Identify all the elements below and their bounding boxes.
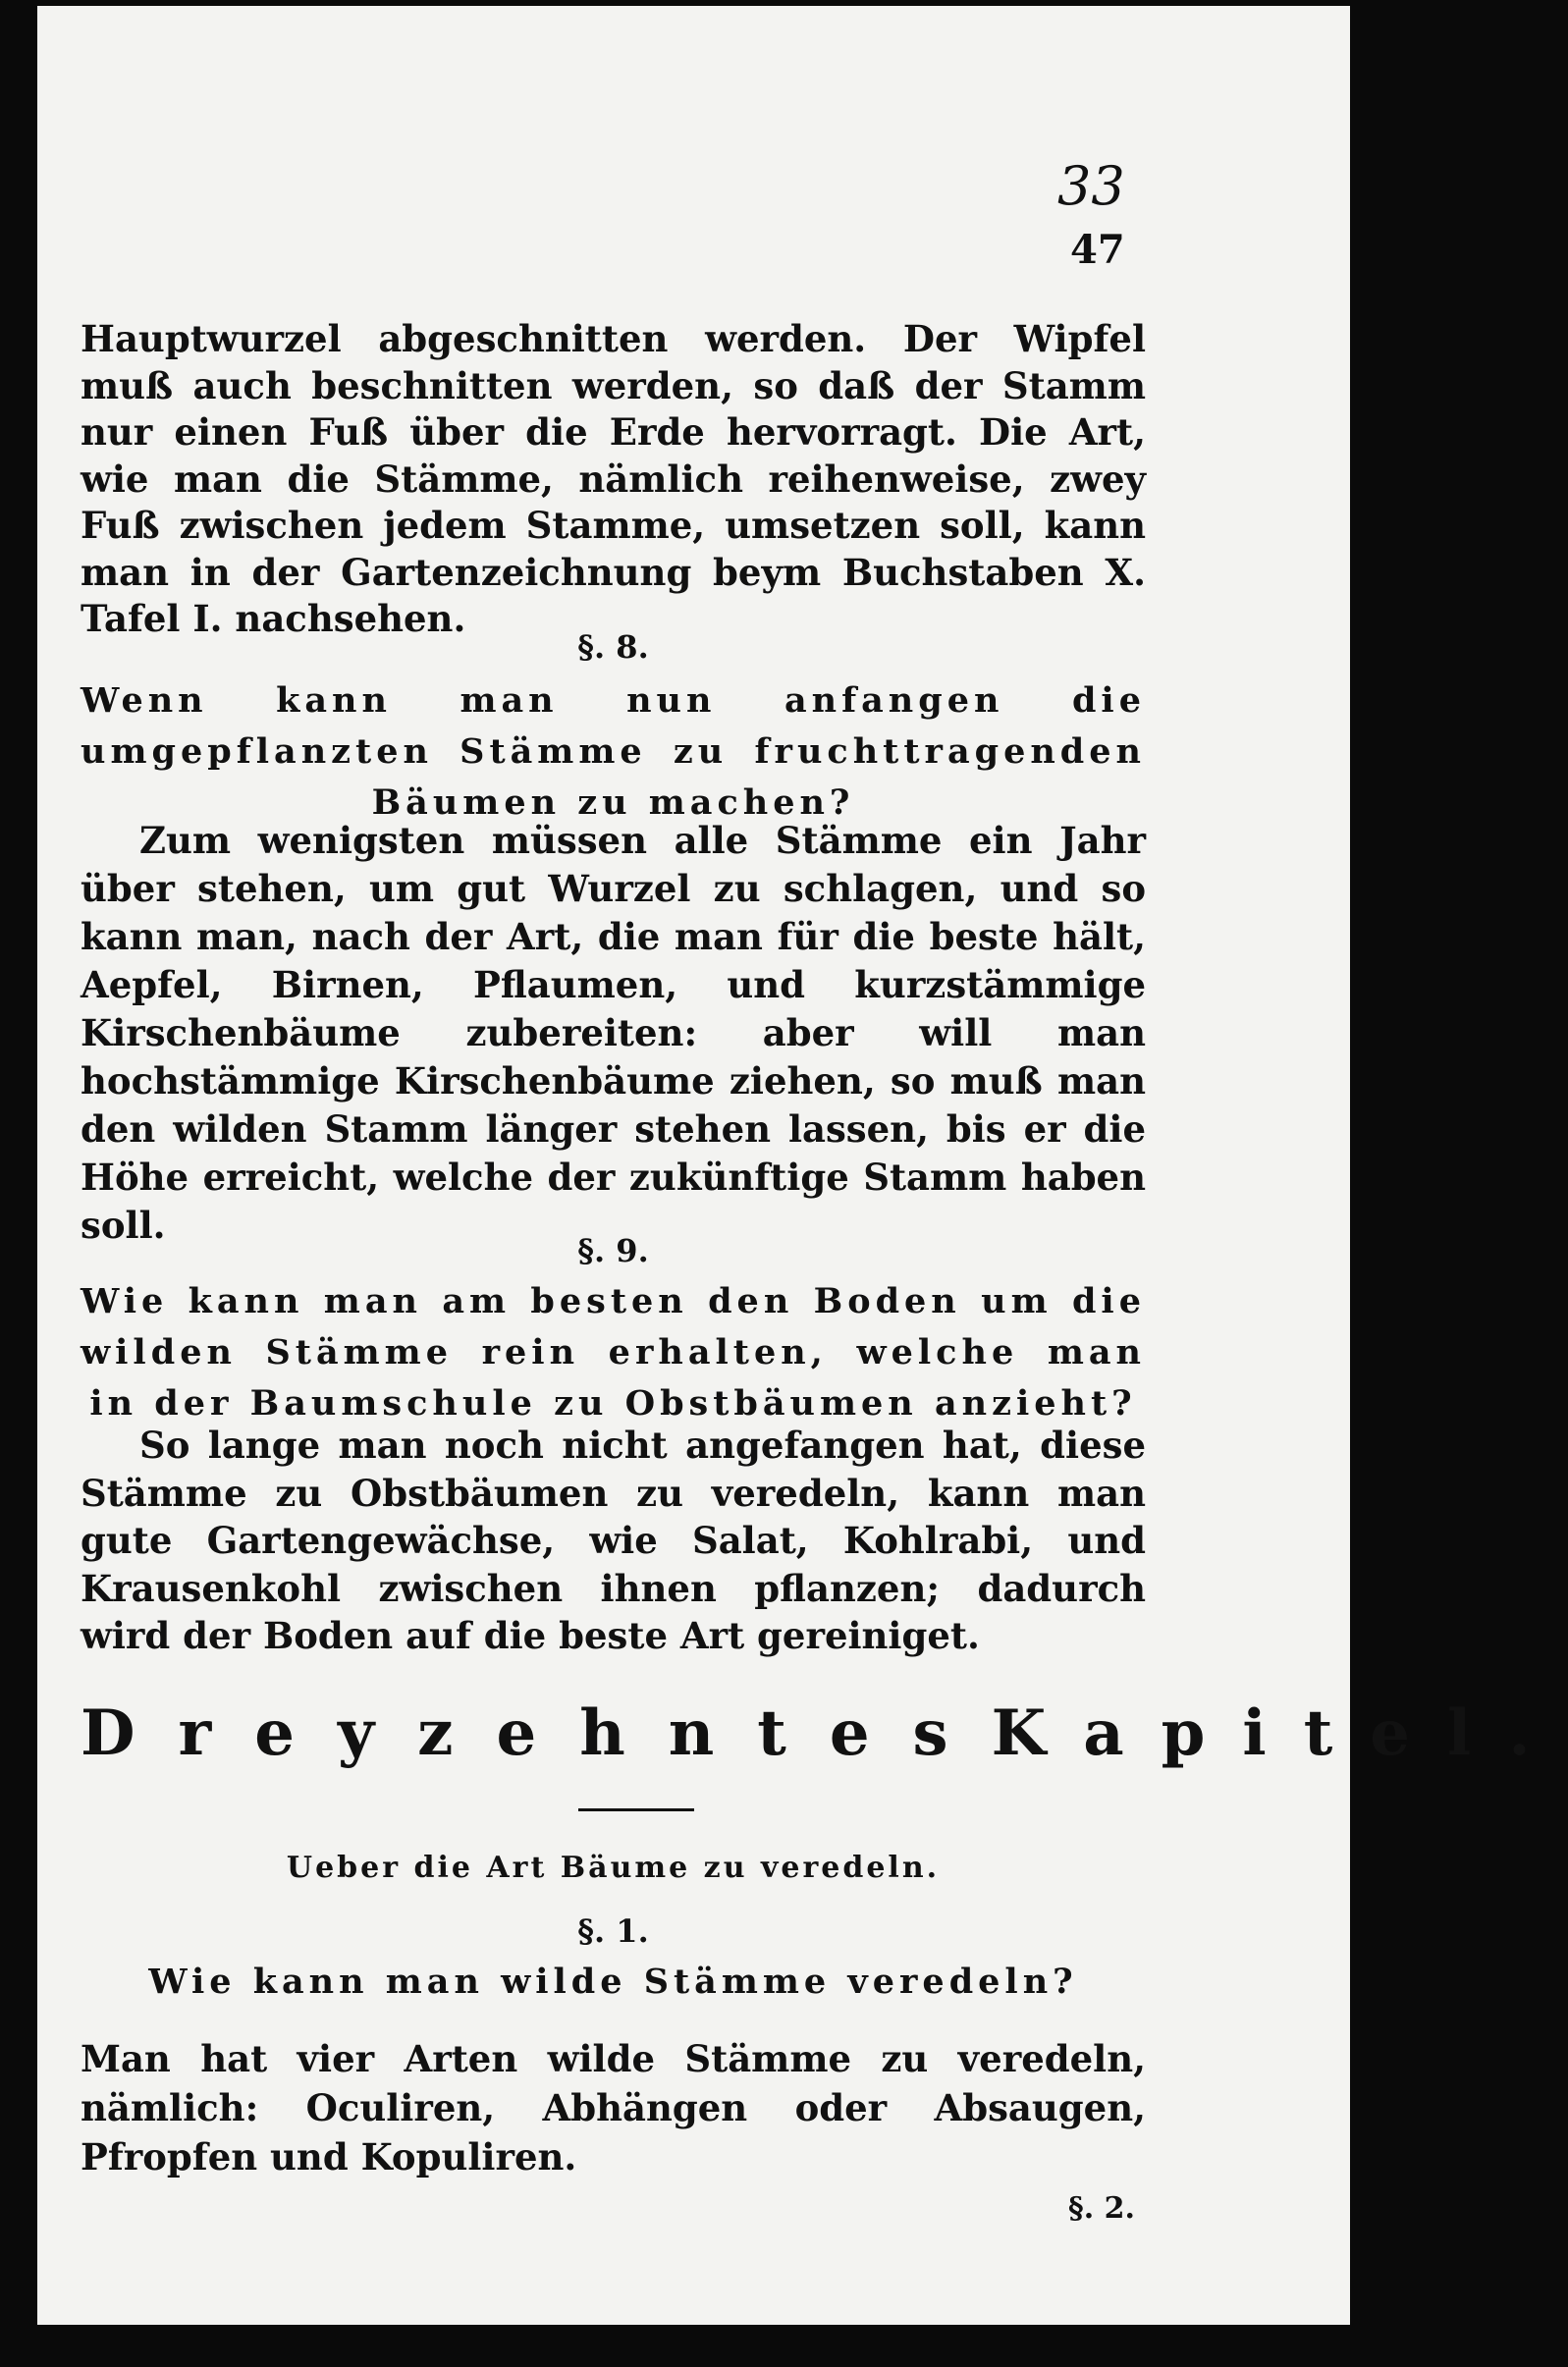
section-9-question: Wie kann man am besten den Boden um die wilden Stämme rein erhalten, welche man in der Baumschule zu Obstbäumen anzieht?: [81, 1281, 1146, 1424]
chapter-divider: [578, 1808, 694, 1811]
section-8-number: §. 8.: [577, 628, 649, 666]
section-8-answer: Zum wenigsten müssen alle Stämme ein Jahr über stehen, um gut Wurzel zu schlagen, und so kann man, nach der Art, die man für die beste hält, Aepfel, Birnen, Pflaumen, und kurzstämmige Kirschenbäume zubereiten: aber will man hochstämmige Kirschenbäume ziehen, so muß man den wilden Stamm länger stehen lassen, bis er die Höhe erreicht, welche der zukünftige Stamm haben soll.: [81, 819, 1146, 1247]
chapter-title-word-2: Kapitel.: [991, 1696, 1568, 1770]
section-1-question: Wie kann man wilde Stämme veredeln?: [148, 1962, 1078, 2002]
chapter-title-word-1: Dreyzehntes: [81, 1696, 992, 1770]
paragraph-continuation: Hauptwurzel abgeschnitten werden. Der Wipfel muß auch beschnitten werden, so daß der Stamm nur einen Fuß über die Erde hervorragt. Die Art, wie man die Stämme, nämlich reihenweise, zwey Fuß zwischen jedem Stamme, umsetzen soll, kann man in der Gartenzeichnung beym Buchstaben X. Tafel I. nachsehen.: [81, 317, 1146, 640]
printed-page-number: 47: [1070, 227, 1125, 273]
section-9-number: §. 9.: [577, 1232, 649, 1269]
chapter-title: [81, 1696, 1568, 1770]
chapter-subtitle: Ueber die Art Bäume zu veredeln.: [286, 1851, 941, 1885]
section-8-question: Wenn kann man nun anfangen die umgepflanzten Stämme zu fruchttragenden Bäumen zu machen?: [81, 680, 1146, 823]
section-9-answer: So lange man noch nicht angefangen hat, diese Stämme zu Obstbäumen zu veredeln, kann man gute Gartengewächse, wie Salat, Kohlrabi, und Krausenkohl zwischen ihnen pflanzen; dadurch wird der Boden auf die beste Art gereiniget.: [81, 1424, 1146, 1657]
handwritten-page-number: 33: [1057, 155, 1125, 217]
catchword: §. 2.: [1068, 2191, 1135, 2226]
section-1-answer: Man hat vier Arten wilde Stämme zu veredeln, nämlich: Oculiren, Abhängen oder Absaugen, Pfropfen und Kopuliren.: [81, 2037, 1146, 2179]
section-1-number: §. 1.: [577, 1912, 649, 1950]
